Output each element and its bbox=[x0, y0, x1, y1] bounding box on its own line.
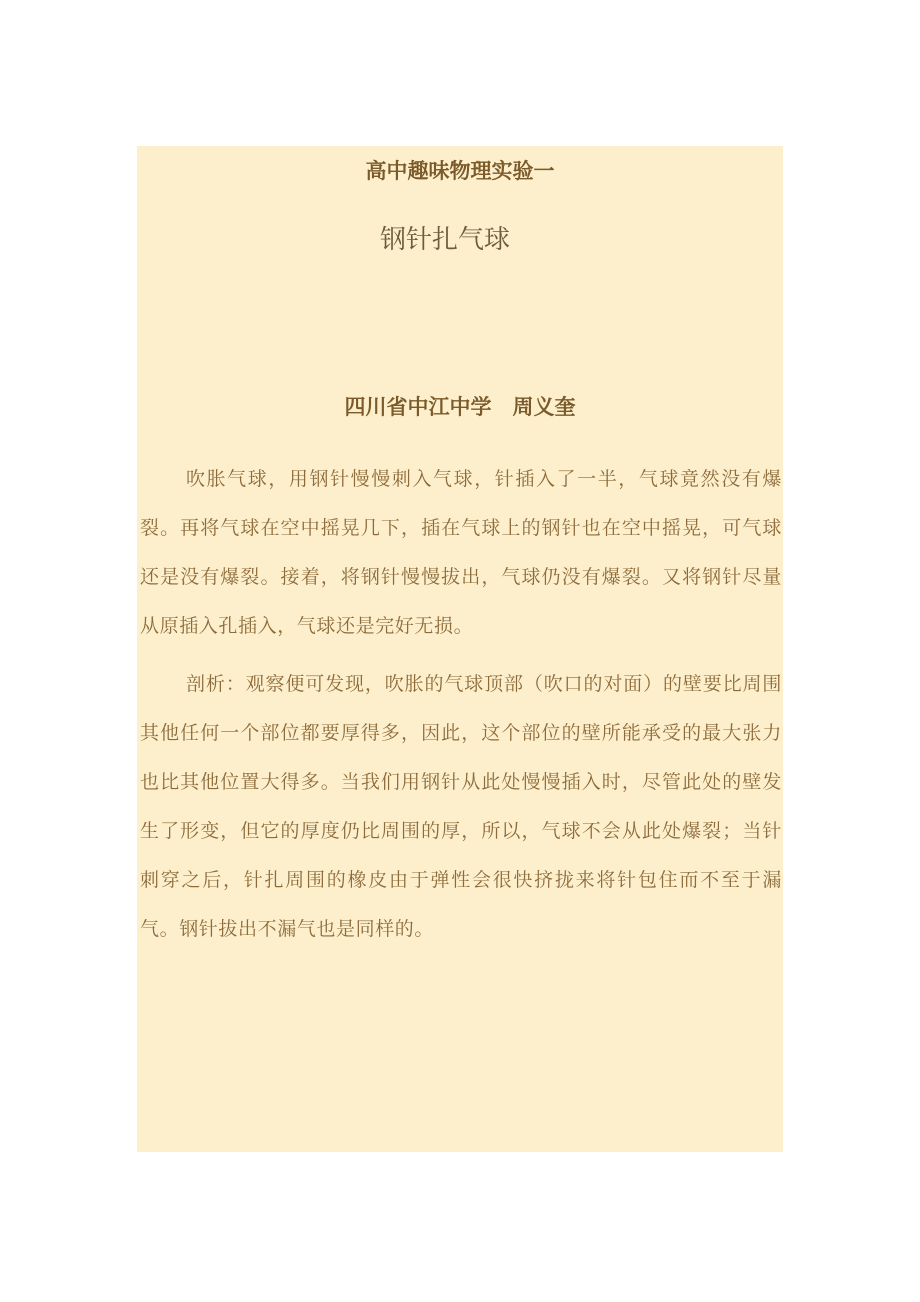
document-title: 钢针扎气球 bbox=[379, 225, 510, 255]
author-line: 四川省中江中学 周义奎 bbox=[344, 395, 576, 419]
paragraph-analysis: 剖析：观察便可发现，吹胀的气球顶部（吹口的对面）的壁要比周围其他任何一个部位都要厚得多，因此，这个部位的壁所能承受的最大张力也比其他位置大得多。当我们用钢针从此处慢慢插入时，尽管此处的壁发生了形变，但它的厚度仍比周围的厚，所以，气球不会从此处爆裂；当针刺穿之后，针扎周围的橡皮由于弹性会很快挤拢来将针包住而不至于漏气。钢针拔出不漏气也是同样的。 bbox=[140, 673, 782, 940]
paragraph-experiment: 吹胀气球，用钢针慢慢刺入气球，针插入了一半，气球竟然没有爆裂。再将气球在空中摇晃几下，插在气球上的钢针也在空中摇晃，可气球还是没有爆裂。接着，将钢针慢慢拔出，气球仍没有爆裂。又将钢针尽量从原插入孔插入，气球还是完好无损。 bbox=[140, 468, 782, 637]
document-panel bbox=[137, 146, 783, 1152]
document-heading: 高中趣味物理实验一 bbox=[365, 159, 555, 183]
